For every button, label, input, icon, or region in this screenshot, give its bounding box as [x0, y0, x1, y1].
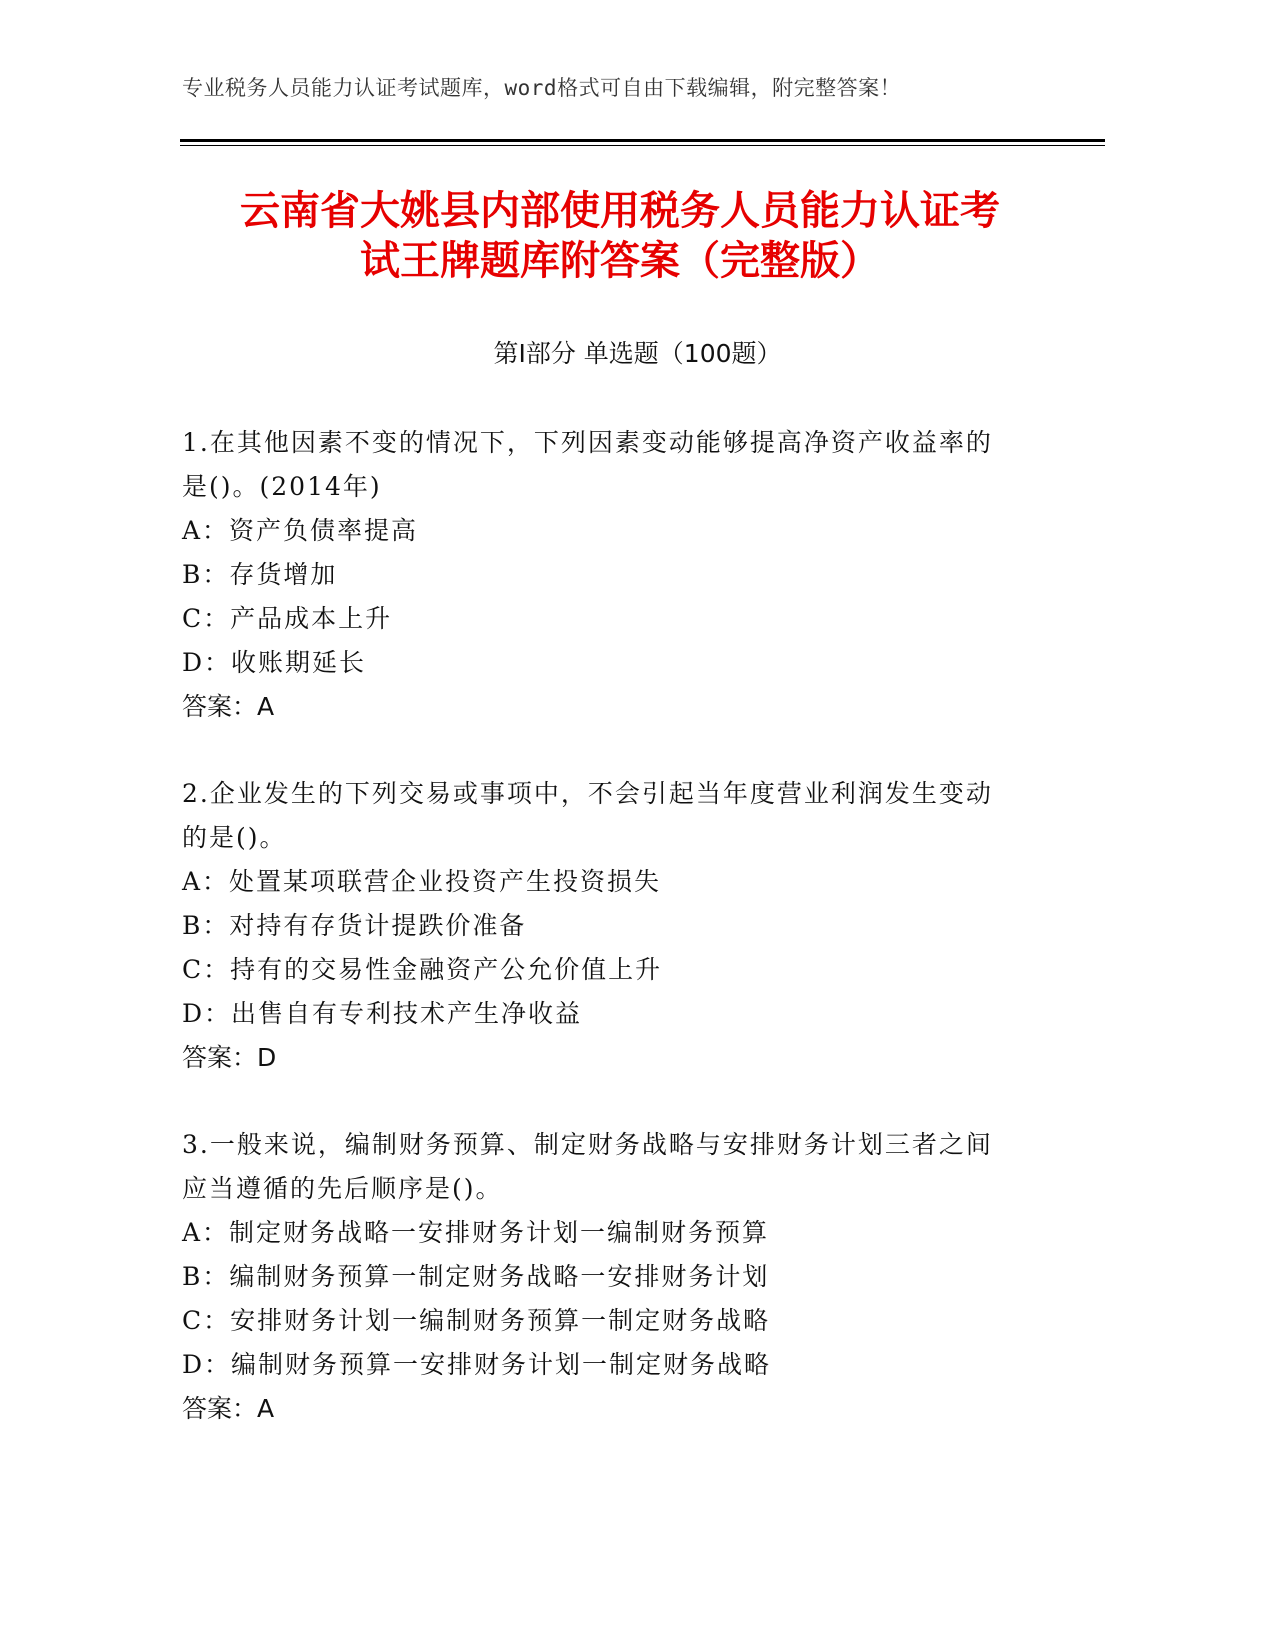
answer: 答案：A — [182, 1394, 275, 1423]
header-rule-thick — [180, 139, 1105, 142]
header-rule-thin — [180, 145, 1105, 146]
option-c: C：产品成本上升 — [182, 604, 393, 633]
question-stem: 3.一般来说，编制财务预算、制定财务战略与安排财务计划三者之间应当遵循的先后顺序是()。 — [182, 1130, 993, 1203]
answer: 答案：A — [182, 692, 275, 721]
option-d: D：编制财务预算一安排财务计划一制定财务战略 — [182, 1350, 772, 1379]
section-title: 第Ⅰ部分 单选题（100题） — [493, 339, 782, 368]
option-a: A：资产负债率提高 — [182, 516, 419, 545]
page-header: 专业税务人员能力认证考试题库，word格式可自由下载编辑，附完整答案！ — [182, 76, 902, 100]
answer: 答案：D — [182, 1043, 277, 1072]
document-title-line-1: 云南省大姚县内部使用税务人员能力认证考 — [240, 188, 1000, 234]
option-b: B：存货增加 — [182, 560, 338, 589]
question-stem: 2.企业发生的下列交易或事项中，不会引起当年度营业利润发生变动的是()。 — [182, 779, 993, 852]
option-b: B：对持有存货计提跌价准备 — [182, 911, 527, 940]
question-2 — [182, 772, 1017, 1080]
option-d: D：收账期延长 — [182, 648, 367, 677]
option-a: A：处置某项联营企业投资产生投资损失 — [182, 867, 662, 896]
question-stem: 1.在其他因素不变的情况下，下列因素变动能够提高净资产收益率的是()。(2014年) — [182, 428, 993, 501]
option-b: B：编制财务预算一制定财务战略一安排财务计划 — [182, 1262, 770, 1291]
option-c: C：安排财务计划一编制财务预算一制定财务战略 — [182, 1306, 771, 1335]
question-3 — [182, 1123, 1017, 1431]
question-1 — [182, 421, 1017, 729]
option-c: C：持有的交易性金融资产公允价值上升 — [182, 955, 663, 984]
option-d: D：出售自有专利技术产生净收益 — [182, 999, 583, 1028]
document-title — [150, 186, 1090, 286]
document-title-line-2: 试王牌题库附答案（完整版） — [360, 238, 880, 284]
question-list — [182, 421, 1017, 1474]
option-a: A：制定财务战略一安排财务计划一编制财务预算 — [182, 1218, 770, 1247]
